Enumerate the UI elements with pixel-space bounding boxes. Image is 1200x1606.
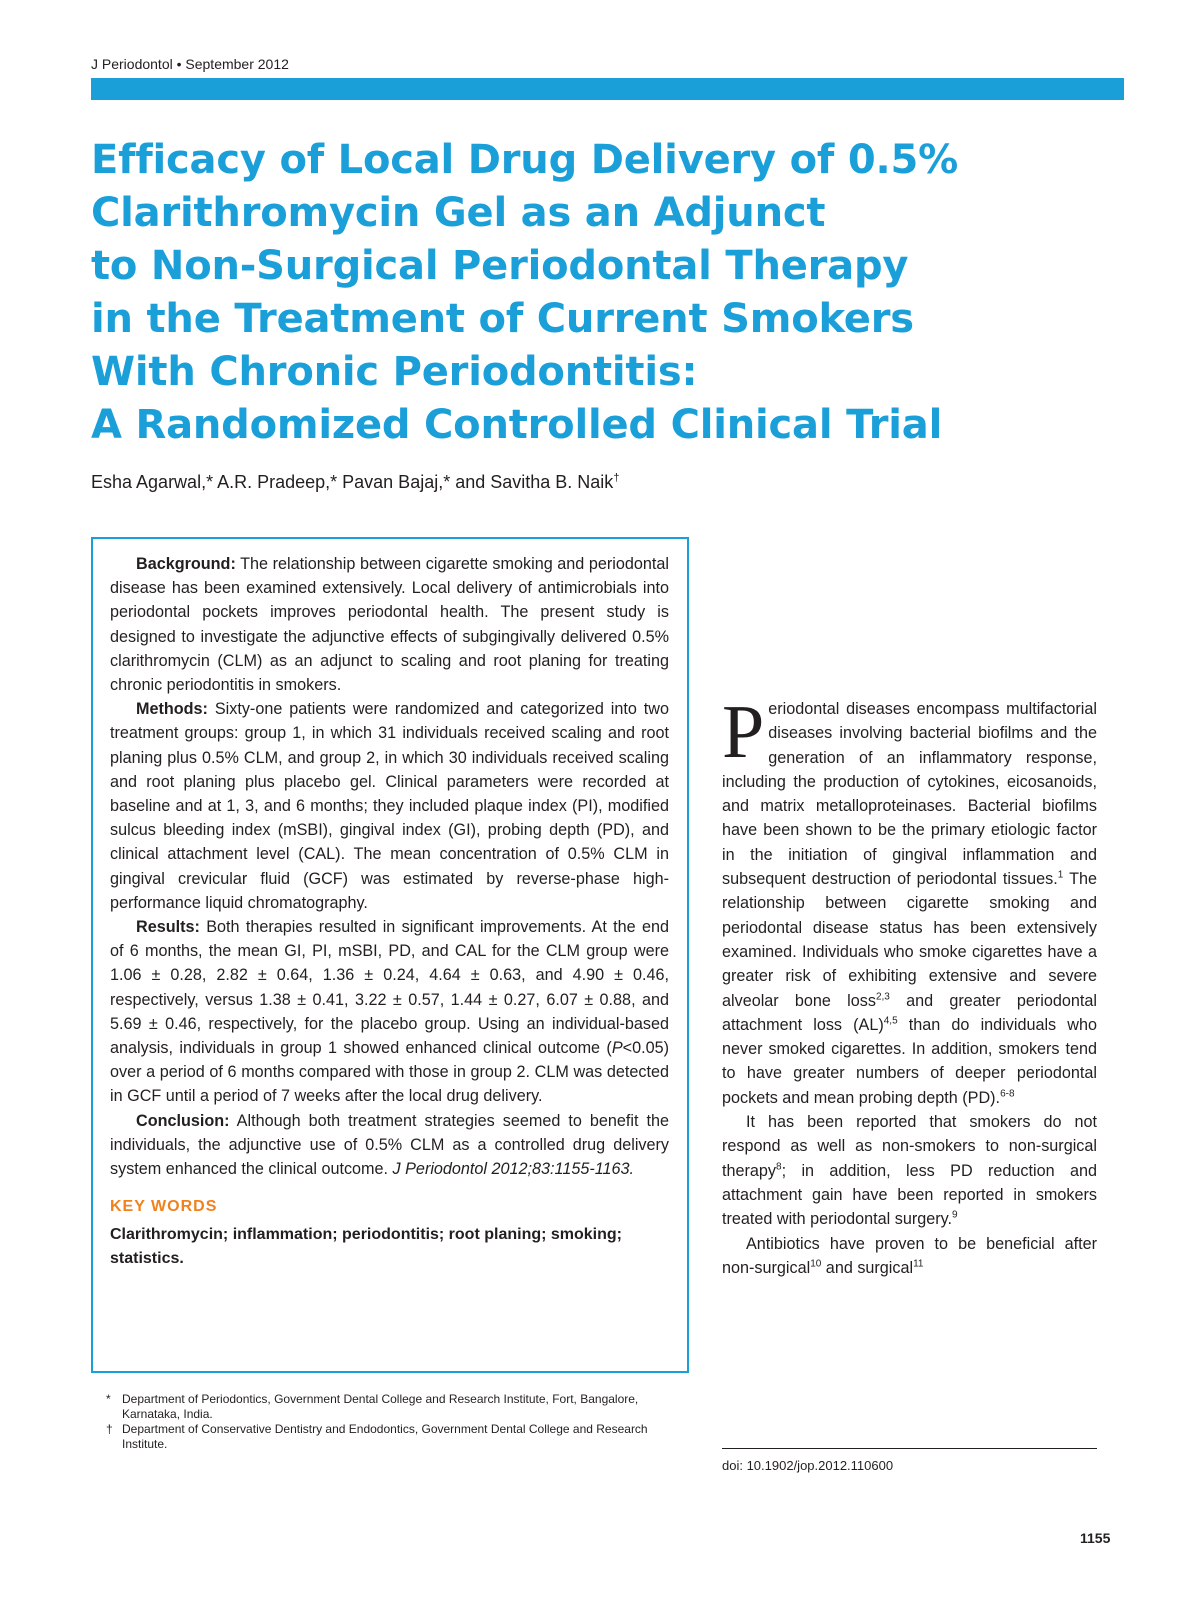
reference-marker: 1 [1057, 869, 1064, 881]
methods-label: Methods: [136, 700, 208, 719]
body-text: and greater periodontal attachment loss (AL) [722, 991, 1097, 1034]
reference-marker: 6-8 [1000, 1088, 1015, 1100]
footnote-mark: * [106, 1392, 111, 1406]
body-text: It has been reported that smokers do not respond as well as non-smokers to non-surgical therapy [722, 1113, 1097, 1180]
doi-link[interactable]: doi: 10.1902/jop.2012.110600 [722, 1458, 894, 1473]
header-accent-bar [91, 78, 1124, 100]
abstract-conclusion [110, 1109, 669, 1182]
reference-marker: 11 [913, 1258, 924, 1270]
article-title [91, 134, 1131, 452]
background-label: Background: [136, 555, 236, 573]
page-number: 1155 [1080, 1530, 1111, 1546]
p-value-symbol: P [611, 1039, 623, 1058]
drop-cap: P [722, 690, 765, 774]
footnote-text: Department of Periodontics, Government Dental College and Research Institute, Fort, Bangalore, Karnataka, India. [122, 1392, 639, 1421]
author-names: Esha Agarwal,* A.R. Pradeep,* Pavan Bajaj,* and Savitha B. Naik [91, 472, 614, 492]
keywords-list: Clarithromycin; inflammation; periodontitis; root planing; smoking; statistics. [110, 1226, 622, 1268]
body-text: ; in addition, less PD reduction and attachment gain have been reported in smokers treated with periodontal surgery. [722, 1161, 1097, 1229]
body-text: eriodontal diseases encompass multifactorial diseases involving bacterial biofilms and the generation of an inflammatory response, including the production of cytokines, eicosanoids, and matrix metalloproteinases. Bacterial biofilms have been shown to be the primary etiologic factor in the initiation of gingival inflammation and subsequent destruction of periodontal tissues. [722, 700, 1097, 889]
conclusion-text: Although both treatment strategies seemed to benefit the individuals, the adjunctive use of 0.5% CLM as a controlled drug delivery system enhanced the clinical outcome. [110, 1111, 669, 1179]
footnote-mark: † [106, 1422, 113, 1436]
author-dagger: † [613, 472, 620, 484]
footnote [106, 1392, 696, 1422]
doi-divider [722, 1448, 1097, 1449]
title-line: A Randomized Controlled Clinical Trial [91, 402, 943, 448]
results-text: Both therapies resulted in significant improvements. At the end of 6 months, the mean GI, PI, mSBI, PD, and CAL for the CLM group were 1.06 ± 0.28, 2.82 ± 0.64, 1.36 ± 0.24, 4.64 ± 0.63, and 4.90 ± 0.46, respectively, versus 1.38 ± 0.41, 3.22 ± 0.57, 1.44 ± 0.27, 6.07 ± 0.88, and 5.69 ± 0.46, respectively, for the placebo group. Using an individual-based analysis, individuals in group 1 showed enhanced clinical outcome ( [110, 918, 670, 1058]
abstract-background [110, 552, 669, 697]
title-line: Clarithromycin Gel as an Adjunct [91, 190, 826, 236]
footnote-text: Department of Conservative Dentistry and Endodontics, Government Dental College and Research Institute. [122, 1422, 648, 1451]
title-line: Efficacy of Local Drug Delivery of 0.5% [91, 137, 958, 183]
reference-marker: 4,5 [883, 1015, 898, 1027]
reference-marker: 10 [810, 1258, 822, 1270]
reference-marker: 2,3 [875, 991, 890, 1003]
body-paragraph [722, 1110, 1097, 1231]
body-text-column [722, 690, 1097, 1280]
body-paragraph [722, 1232, 1097, 1281]
title-line: to Non-Surgical Periodontal Therapy [91, 243, 909, 289]
body-text: and surgical [821, 1258, 914, 1277]
author-list [91, 472, 619, 493]
methods-text: Sixty-one patients were randomized and categorized into two treatment groups: group 1, in which 31 individuals received scaling and root planing plus 0.5% CLM, and group 2, in which 30 individuals received scaling and root planing plus placebo gel. Clinical parameters were recorded at baseline and at 1, 3, and 6 months; they included plaque index (PI), modified sulcus bleeding index (mSBI), gingival index (GI), probing depth (PD), and clinical attachment level (CAL). The mean concentration of 0.5% CLM in gingival crevicular fluid (GCF) was estimated by reverse-phase high-performance liquid chromatography. [110, 700, 669, 912]
title-line: in the Treatment of Current Smokers [91, 296, 914, 342]
background-text: The relationship between cigarette smoking and periodontal disease has been examined extensively. Local delivery of antimicrobials into periodontal pockets improves periodontal health. The present study is designed to investigate the adjunctive effects of subgingivally delivered 0.5% clarithromycin (CLM) as an adjunct to scaling and root planing for treating chronic periodontitis in smokers. [110, 555, 669, 695]
running-head: J Periodontol • September 2012 [91, 56, 289, 72]
body-text: The relationship between cigarette smoking and periodontal disease status has been extensively examined. Individuals who smoke cigarettes have a greater risk of exhibiting extensive and severe alveolar bone loss [722, 870, 1097, 1010]
reference-marker: 8 [776, 1161, 782, 1173]
journal-citation: J Periodontol 2012;83:1155-1163. [392, 1160, 635, 1179]
results-text: <0.05) over a period of 6 months compared with those in group 2. CLM was detected in GCF until a period of 7 weeks after the local drug delivery. [110, 1039, 669, 1106]
reference-marker: 9 [952, 1209, 958, 1221]
affiliation-footnotes [106, 1392, 696, 1452]
conclusion-label: Conclusion: [136, 1111, 230, 1130]
footnote [106, 1422, 696, 1452]
abstract-box [91, 537, 689, 1373]
keywords-heading: KEY WORDS [110, 1198, 218, 1216]
body-text: than do individuals who never smoked cigarettes. In addition, smokers tend to have greater numbers of deeper periodontal pockets and mean probing depth (PD). [722, 1015, 1097, 1107]
abstract-methods [110, 697, 669, 915]
title-line: With Chronic Periodontitis: [91, 349, 698, 395]
results-label: Results: [136, 918, 200, 937]
body-paragraph [722, 690, 1097, 1110]
body-text: Antibiotics have proven to be beneficial after non-surgical [722, 1234, 1097, 1277]
abstract-results [110, 915, 669, 1109]
